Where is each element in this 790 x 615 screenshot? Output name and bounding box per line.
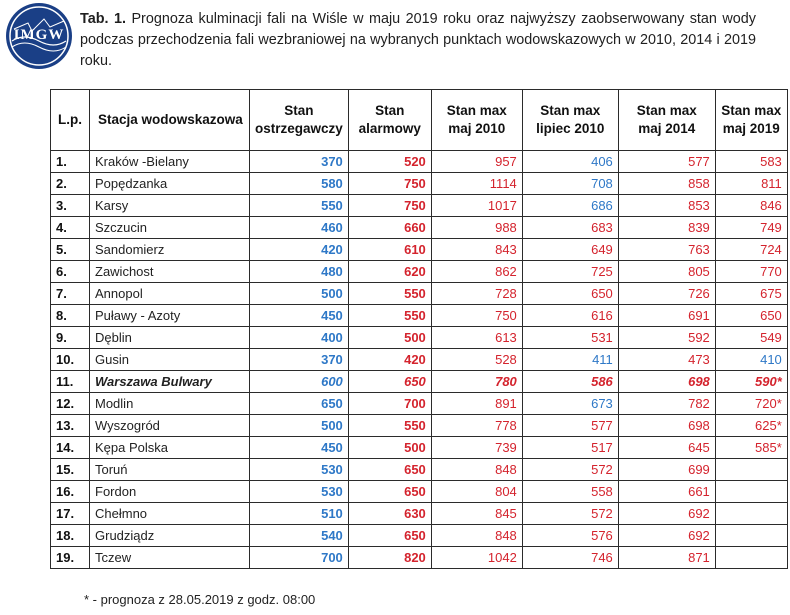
row-number: 2. bbox=[51, 173, 90, 195]
header-alarm: Stan alarmowy bbox=[348, 90, 431, 151]
max-may-2014: 871 bbox=[618, 547, 715, 569]
alarm-level: 650 bbox=[348, 371, 431, 393]
warning-level: 600 bbox=[250, 371, 349, 393]
max-may-2014: 699 bbox=[618, 459, 715, 481]
max-may-2014: 473 bbox=[618, 349, 715, 371]
max-may-2014: 592 bbox=[618, 327, 715, 349]
alarm-level: 500 bbox=[348, 437, 431, 459]
max-may-2010: 862 bbox=[431, 261, 522, 283]
row-number: 11. bbox=[51, 371, 90, 393]
warning-level: 370 bbox=[250, 151, 349, 173]
header-warning: Stan ostrzegawczy bbox=[250, 90, 349, 151]
max-may-2010: 1114 bbox=[431, 173, 522, 195]
max-may-2014: 782 bbox=[618, 393, 715, 415]
row-number: 7. bbox=[51, 283, 90, 305]
caption-text: Prognoza kulminacji fali na Wiśle w maju 2019 roku oraz najwyższy zaobserwowany stan wody podczas przechodzenia fali wezbraniowej na wybranych punktach wodowskazowych w 2010, 2014 i 2019 roku. bbox=[80, 11, 756, 69]
max-may-2010: 988 bbox=[431, 217, 522, 239]
max-may-2019 bbox=[715, 459, 787, 481]
max-may-2010: 613 bbox=[431, 327, 522, 349]
warning-level: 370 bbox=[250, 349, 349, 371]
water-levels-table bbox=[50, 89, 788, 569]
alarm-level: 650 bbox=[348, 459, 431, 481]
warning-level: 700 bbox=[250, 547, 349, 569]
station-name: Modlin bbox=[90, 393, 250, 415]
warning-level: 500 bbox=[250, 415, 349, 437]
max-may-2019 bbox=[715, 547, 787, 569]
max-may-2019: 846 bbox=[715, 195, 787, 217]
alarm-level: 610 bbox=[348, 239, 431, 261]
alarm-level: 660 bbox=[348, 217, 431, 239]
max-may-2014: 577 bbox=[618, 151, 715, 173]
table-row bbox=[51, 415, 788, 437]
max-july-2010: 517 bbox=[522, 437, 618, 459]
max-july-2010: 406 bbox=[522, 151, 618, 173]
alarm-level: 550 bbox=[348, 283, 431, 305]
max-may-2019 bbox=[715, 525, 787, 547]
table-row bbox=[51, 437, 788, 459]
row-number: 6. bbox=[51, 261, 90, 283]
max-may-2019: 650 bbox=[715, 305, 787, 327]
station-name: Grudziądz bbox=[90, 525, 250, 547]
table-row bbox=[51, 239, 788, 261]
warning-level: 460 bbox=[250, 217, 349, 239]
row-number: 17. bbox=[51, 503, 90, 525]
station-name: Wyszogród bbox=[90, 415, 250, 437]
station-name: Karsy bbox=[90, 195, 250, 217]
station-name: Zawichost bbox=[90, 261, 250, 283]
max-may-2010: 728 bbox=[431, 283, 522, 305]
row-number: 12. bbox=[51, 393, 90, 415]
header-row bbox=[51, 90, 788, 151]
max-may-2019: 549 bbox=[715, 327, 787, 349]
max-may-2019 bbox=[715, 481, 787, 503]
max-july-2010: 649 bbox=[522, 239, 618, 261]
warning-level: 450 bbox=[250, 437, 349, 459]
max-may-2010: 739 bbox=[431, 437, 522, 459]
caption-label: Tab. 1. bbox=[80, 11, 126, 27]
station-name: Toruń bbox=[90, 459, 250, 481]
max-may-2019: 625* bbox=[715, 415, 787, 437]
table-row bbox=[51, 459, 788, 481]
table-row bbox=[51, 525, 788, 547]
max-may-2019: 749 bbox=[715, 217, 787, 239]
max-may-2010: 845 bbox=[431, 503, 522, 525]
header-max-may-2014: Stan max maj 2014 bbox=[618, 90, 715, 151]
max-may-2010: 848 bbox=[431, 525, 522, 547]
station-name: Puławy - Azoty bbox=[90, 305, 250, 327]
max-may-2010: 1017 bbox=[431, 195, 522, 217]
max-may-2019: 720* bbox=[715, 393, 787, 415]
station-name: Fordon bbox=[90, 481, 250, 503]
table-row bbox=[51, 261, 788, 283]
max-july-2010: 708 bbox=[522, 173, 618, 195]
max-may-2014: 763 bbox=[618, 239, 715, 261]
alarm-level: 650 bbox=[348, 481, 431, 503]
max-may-2019: 583 bbox=[715, 151, 787, 173]
alarm-level: 420 bbox=[348, 349, 431, 371]
table-row bbox=[51, 151, 788, 173]
alarm-level: 620 bbox=[348, 261, 431, 283]
table-row bbox=[51, 371, 788, 393]
max-may-2019: 770 bbox=[715, 261, 787, 283]
max-may-2010: 804 bbox=[431, 481, 522, 503]
header-station: Stacja wodowskazowa bbox=[90, 90, 250, 151]
row-number: 5. bbox=[51, 239, 90, 261]
max-july-2010: 531 bbox=[522, 327, 618, 349]
max-may-2014: 858 bbox=[618, 173, 715, 195]
header-lp: L.p. bbox=[51, 90, 90, 151]
max-may-2014: 698 bbox=[618, 415, 715, 437]
row-number: 14. bbox=[51, 437, 90, 459]
station-name: Dęblin bbox=[90, 327, 250, 349]
station-name: Szczucin bbox=[90, 217, 250, 239]
warning-level: 510 bbox=[250, 503, 349, 525]
table-row bbox=[51, 305, 788, 327]
alarm-level: 550 bbox=[348, 415, 431, 437]
alarm-level: 520 bbox=[348, 151, 431, 173]
max-july-2010: 558 bbox=[522, 481, 618, 503]
table-row bbox=[51, 503, 788, 525]
alarm-level: 500 bbox=[348, 327, 431, 349]
max-july-2010: 577 bbox=[522, 415, 618, 437]
alarm-level: 630 bbox=[348, 503, 431, 525]
max-may-2014: 661 bbox=[618, 481, 715, 503]
table-row bbox=[51, 349, 788, 371]
warning-level: 400 bbox=[250, 327, 349, 349]
alarm-level: 820 bbox=[348, 547, 431, 569]
station-name: Sandomierz bbox=[90, 239, 250, 261]
station-name: Gusin bbox=[90, 349, 250, 371]
alarm-level: 700 bbox=[348, 393, 431, 415]
max-july-2010: 586 bbox=[522, 371, 618, 393]
warning-level: 500 bbox=[250, 283, 349, 305]
max-may-2019: 585* bbox=[715, 437, 787, 459]
imgw-logo bbox=[4, 1, 74, 71]
table-row bbox=[51, 195, 788, 217]
row-number: 4. bbox=[51, 217, 90, 239]
row-number: 8. bbox=[51, 305, 90, 327]
max-may-2014: 839 bbox=[618, 217, 715, 239]
table-row bbox=[51, 547, 788, 569]
max-july-2010: 411 bbox=[522, 349, 618, 371]
max-may-2010: 848 bbox=[431, 459, 522, 481]
max-may-2010: 750 bbox=[431, 305, 522, 327]
row-number: 16. bbox=[51, 481, 90, 503]
table-row bbox=[51, 283, 788, 305]
svg-text:IMGW: IMGW bbox=[13, 27, 65, 43]
row-number: 9. bbox=[51, 327, 90, 349]
table-caption bbox=[80, 9, 756, 72]
max-july-2010: 683 bbox=[522, 217, 618, 239]
header-max-may-2010: Stan max maj 2010 bbox=[431, 90, 522, 151]
warning-level: 450 bbox=[250, 305, 349, 327]
max-july-2010: 616 bbox=[522, 305, 618, 327]
warning-level: 420 bbox=[250, 239, 349, 261]
row-number: 13. bbox=[51, 415, 90, 437]
max-may-2014: 692 bbox=[618, 503, 715, 525]
max-july-2010: 746 bbox=[522, 547, 618, 569]
warning-level: 540 bbox=[250, 525, 349, 547]
max-may-2010: 780 bbox=[431, 371, 522, 393]
footnote: * - prognoza z 28.05.2019 z godz. 08:00 bbox=[84, 592, 316, 607]
max-may-2019: 410 bbox=[715, 349, 787, 371]
alarm-level: 650 bbox=[348, 525, 431, 547]
max-may-2010: 528 bbox=[431, 349, 522, 371]
max-may-2014: 691 bbox=[618, 305, 715, 327]
row-number: 15. bbox=[51, 459, 90, 481]
row-number: 3. bbox=[51, 195, 90, 217]
max-may-2014: 805 bbox=[618, 261, 715, 283]
max-may-2019 bbox=[715, 503, 787, 525]
max-may-2014: 853 bbox=[618, 195, 715, 217]
max-july-2010: 673 bbox=[522, 393, 618, 415]
alarm-level: 750 bbox=[348, 195, 431, 217]
max-july-2010: 725 bbox=[522, 261, 618, 283]
station-name: Chełmno bbox=[90, 503, 250, 525]
max-july-2010: 572 bbox=[522, 503, 618, 525]
warning-level: 650 bbox=[250, 393, 349, 415]
max-july-2010: 572 bbox=[522, 459, 618, 481]
max-may-2014: 692 bbox=[618, 525, 715, 547]
header-max-july-2010: Stan max lipiec 2010 bbox=[522, 90, 618, 151]
max-may-2014: 726 bbox=[618, 283, 715, 305]
max-may-2014: 698 bbox=[618, 371, 715, 393]
warning-level: 530 bbox=[250, 481, 349, 503]
max-july-2010: 576 bbox=[522, 525, 618, 547]
row-number: 10. bbox=[51, 349, 90, 371]
station-name: Kępa Polska bbox=[90, 437, 250, 459]
max-may-2010: 891 bbox=[431, 393, 522, 415]
warning-level: 580 bbox=[250, 173, 349, 195]
row-number: 18. bbox=[51, 525, 90, 547]
row-number: 19. bbox=[51, 547, 90, 569]
max-may-2014: 645 bbox=[618, 437, 715, 459]
table-row bbox=[51, 393, 788, 415]
station-name: Popędzanka bbox=[90, 173, 250, 195]
max-may-2019: 590* bbox=[715, 371, 787, 393]
station-name: Annopol bbox=[90, 283, 250, 305]
max-may-2019: 675 bbox=[715, 283, 787, 305]
max-july-2010: 650 bbox=[522, 283, 618, 305]
station-name: Tczew bbox=[90, 547, 250, 569]
alarm-level: 750 bbox=[348, 173, 431, 195]
max-july-2010: 686 bbox=[522, 195, 618, 217]
row-number: 1. bbox=[51, 151, 90, 173]
warning-level: 480 bbox=[250, 261, 349, 283]
station-name: Kraków -Bielany bbox=[90, 151, 250, 173]
max-may-2010: 1042 bbox=[431, 547, 522, 569]
max-may-2019: 724 bbox=[715, 239, 787, 261]
table-row bbox=[51, 481, 788, 503]
max-may-2010: 778 bbox=[431, 415, 522, 437]
max-may-2019: 811 bbox=[715, 173, 787, 195]
alarm-level: 550 bbox=[348, 305, 431, 327]
max-may-2010: 843 bbox=[431, 239, 522, 261]
table-row bbox=[51, 327, 788, 349]
max-may-2010: 957 bbox=[431, 151, 522, 173]
table-row bbox=[51, 173, 788, 195]
header-max-may-2019: Stan max maj 2019 bbox=[715, 90, 787, 151]
warning-level: 550 bbox=[250, 195, 349, 217]
table-row bbox=[51, 217, 788, 239]
warning-level: 530 bbox=[250, 459, 349, 481]
station-name: Warszawa Bulwary bbox=[90, 371, 250, 393]
